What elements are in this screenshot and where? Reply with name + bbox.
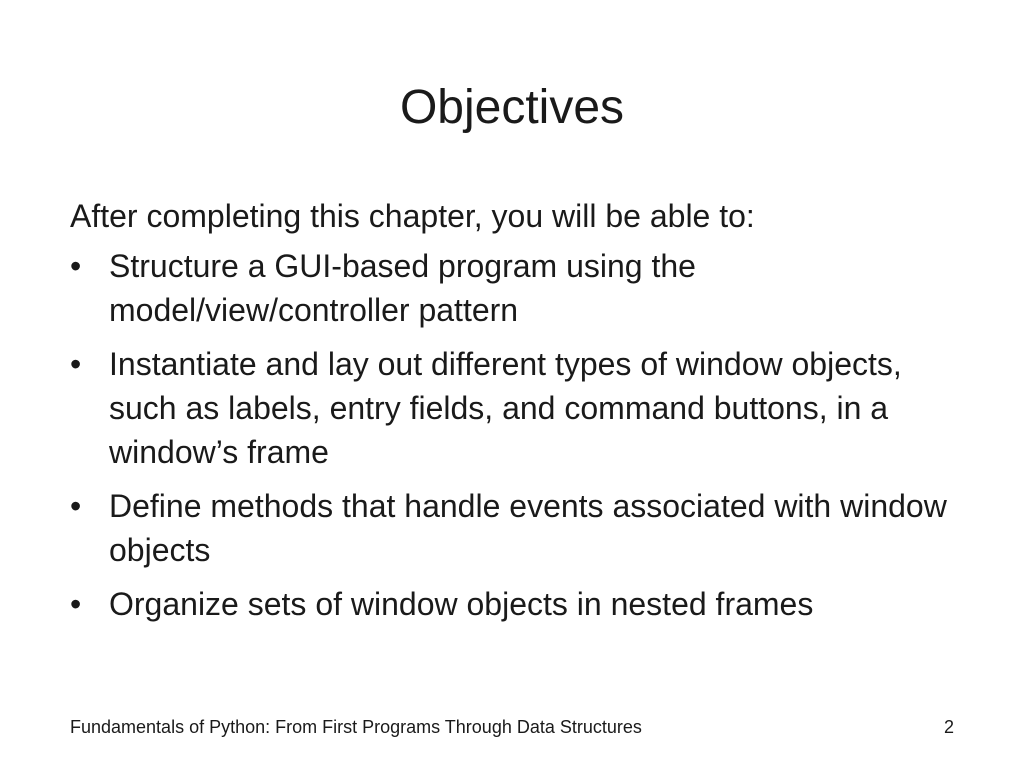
bullet-marker: • (70, 346, 82, 382)
page-number: 2 (943, 717, 954, 737)
objective-text-2: Instantiate and lay out different types of window objects, such as labels, entry fields, and command buttons, in a window’s frame (109, 346, 902, 470)
footer-text: Fundamentals of Python: From First Programs Through Data Structures (70, 717, 642, 737)
objective-item-4 (70, 582, 960, 626)
objective-text-4: Organize sets of window objects in nested frames (109, 586, 814, 622)
intro-text: After completing this chapter, you will be able to: (70, 198, 755, 234)
objective-item-2 (70, 342, 960, 474)
objective-text-1: Structure a GUI-based program using the model/view/controller pattern (109, 248, 696, 328)
objective-item-1 (70, 244, 960, 332)
objective-item-3 (70, 484, 960, 572)
bullet-marker: • (70, 248, 82, 284)
objective-text-3: Define methods that handle events associated with window objects (109, 488, 947, 568)
bullet-marker: • (70, 586, 82, 622)
slide-title: Objectives (399, 81, 625, 134)
objectives-list (70, 244, 960, 626)
bullet-marker: • (70, 488, 82, 524)
slide-content (70, 194, 960, 636)
